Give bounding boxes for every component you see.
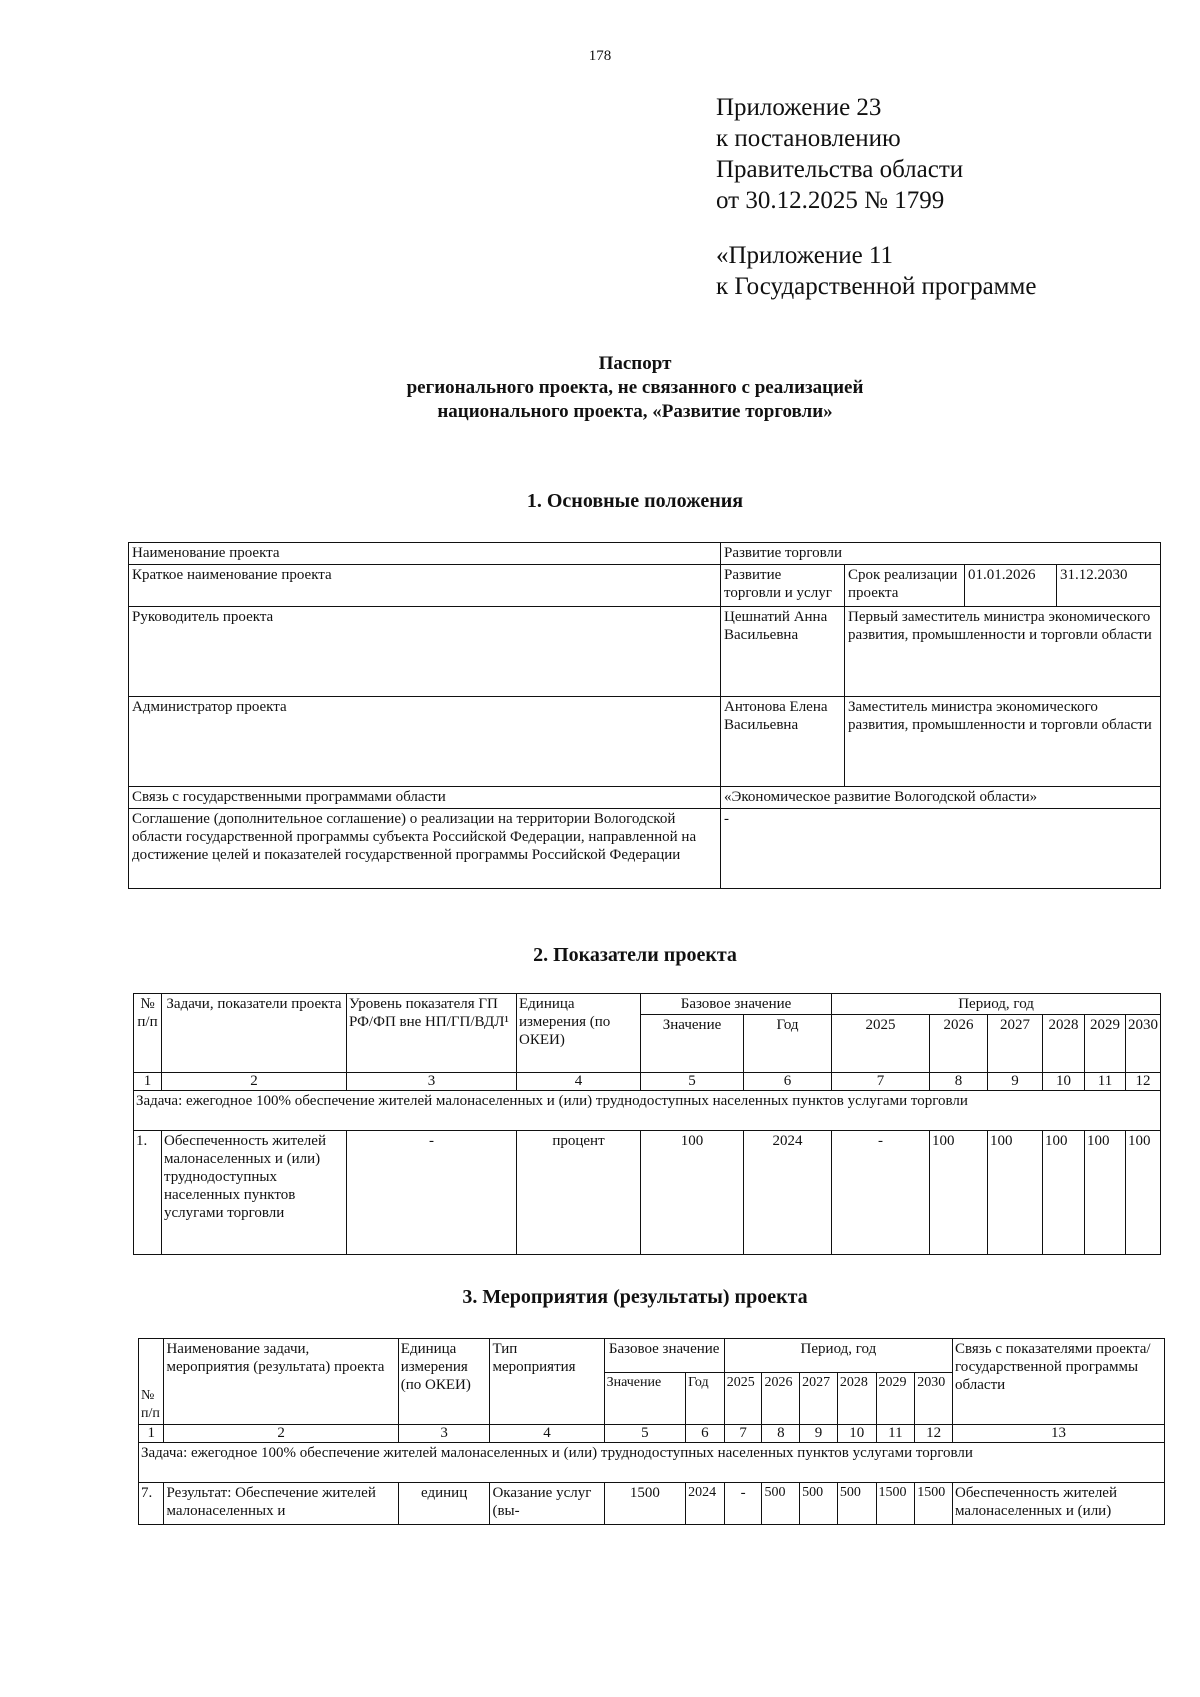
- header-level: Уровень показателя ГП РФ/ФП вне НП/ГП/ВДЛ¹: [347, 994, 517, 1073]
- col-number: 9: [988, 1073, 1043, 1091]
- col-number: 1: [134, 1073, 162, 1091]
- row-num: 1.: [134, 1131, 162, 1255]
- header-base: Базовое значение: [604, 1339, 724, 1373]
- annex-line: к Государственной программе: [716, 273, 1037, 300]
- header-year: 2029: [1085, 1015, 1126, 1073]
- col-number: 2: [164, 1425, 398, 1443]
- col-number: 12: [1126, 1073, 1161, 1091]
- row-name: Результат: Обеспечение жителей малонаселенных и: [164, 1483, 398, 1525]
- col-number: 4: [490, 1425, 604, 1443]
- row-value: 100: [930, 1131, 988, 1255]
- basic-info-table: [128, 542, 1161, 889]
- cell-value: Антонова Елена Васильевна: [721, 697, 845, 787]
- header-unit: Единица измерения (по ОКЕИ): [398, 1339, 490, 1425]
- row-base-value: 1500: [604, 1483, 686, 1525]
- col-number: 9: [800, 1425, 838, 1443]
- row-value: 100: [1085, 1131, 1126, 1255]
- cell-label: Администратор проекта: [129, 697, 721, 787]
- row-value: 500: [837, 1483, 876, 1525]
- row-type: Оказание услуг (вы-: [490, 1483, 604, 1525]
- col-number: 7: [832, 1073, 930, 1091]
- header-num: № п/п: [139, 1339, 164, 1425]
- cell-value: Заместитель министра экономического развития, промышленности и торговли области: [845, 697, 1161, 787]
- header-year: 2028: [837, 1373, 876, 1425]
- col-number: 1: [139, 1425, 164, 1443]
- row-level: -: [347, 1131, 517, 1255]
- cell-value: Цешнатий Анна Васильевна: [721, 607, 845, 697]
- cell-value: Развитие торговли: [721, 543, 1161, 565]
- cell-label: Наименование проекта: [129, 543, 721, 565]
- cell-value: «Экономическое развитие Вологодской области»: [721, 787, 1161, 809]
- header-num: № п/п: [134, 994, 162, 1073]
- row-unit: единиц: [398, 1483, 490, 1525]
- col-number: 6: [744, 1073, 832, 1091]
- cell-label: Соглашение (дополнительное соглашение) о реализации на территории Вологодской области государственной программы субъекта Российской Федерации, направленной на достижение целей и показателей государственной программы Российской Федерации: [129, 809, 721, 889]
- row-link: Обеспеченность жителей малонаселенных и (или): [953, 1483, 1165, 1525]
- col-number: 7: [724, 1425, 762, 1443]
- row-value: 100: [1126, 1131, 1161, 1255]
- header-name: Наименование задачи, мероприятия (результата) проекта: [164, 1339, 398, 1425]
- col-number: 5: [641, 1073, 744, 1091]
- cell-value: -: [721, 809, 1161, 889]
- section1-heading: 1. Основные положения: [526, 490, 744, 512]
- row-value: 100: [988, 1131, 1043, 1255]
- header-base-value: Значение: [641, 1015, 744, 1073]
- header-year: 2026: [762, 1373, 800, 1425]
- col-number: 8: [930, 1073, 988, 1091]
- cell-label: Связь с государственными программами области: [129, 787, 721, 809]
- col-number: 3: [347, 1073, 517, 1091]
- document-title: [0, 352, 1200, 424]
- title-line: регионального проекта, не связанного с реализацией: [406, 377, 864, 398]
- activities-table: [138, 1338, 1165, 1525]
- annex-line: «Приложение 11: [716, 242, 894, 269]
- row-name: Обеспеченность жителей малонаселенных и (или) труднодоступных населенных пунктов услугами торговли: [162, 1131, 347, 1255]
- header-base-year: Год: [686, 1373, 725, 1425]
- annex-line: Правительства области: [716, 156, 964, 183]
- annex-block: [716, 92, 1036, 302]
- row-value: 100: [1043, 1131, 1085, 1255]
- col-number: 11: [876, 1425, 915, 1443]
- header-year: 2030: [915, 1373, 953, 1425]
- header-task: Задачи, показатели проекта: [162, 994, 347, 1073]
- annex-line: к постановлению: [716, 125, 901, 152]
- title-line: Паспорт: [598, 353, 672, 374]
- annex-line: Приложение 23: [716, 94, 882, 121]
- col-number: 8: [762, 1425, 800, 1443]
- row-value: 1500: [876, 1483, 915, 1525]
- header-year: 2027: [988, 1015, 1043, 1073]
- col-number: 10: [1043, 1073, 1085, 1091]
- header-year: 2025: [724, 1373, 762, 1425]
- cell-value: 31.12.2030: [1057, 565, 1161, 607]
- col-number: 12: [915, 1425, 953, 1443]
- row-base-year: 2024: [686, 1483, 725, 1525]
- col-number: 13: [953, 1425, 1165, 1443]
- task-row: Задача: ежегодное 100% обеспечение жителей малонаселенных и (или) труднодоступных населенных пунктов услугами торговли: [134, 1091, 1161, 1131]
- header-period: Период, год: [832, 994, 1161, 1015]
- task-row: Задача: ежегодное 100% обеспечение жителей малонаселенных и (или) труднодоступных населенных пунктов услугами торговли: [139, 1443, 1165, 1483]
- section2-heading: 2. Показатели проекта: [533, 944, 737, 966]
- row-num: 7.: [139, 1483, 164, 1525]
- col-number: 2: [162, 1073, 347, 1091]
- header-year: 2026: [930, 1015, 988, 1073]
- col-number: 3: [398, 1425, 490, 1443]
- row-base-value: 100: [641, 1131, 744, 1255]
- header-year: 2025: [832, 1015, 930, 1073]
- row-value: 500: [800, 1483, 838, 1525]
- header-link: Связь с показателями проекта/государственной программы области: [953, 1339, 1165, 1425]
- cell-label: Краткое наименование проекта: [129, 565, 721, 607]
- row-value: 1500: [915, 1483, 953, 1525]
- header-year: 2028: [1043, 1015, 1085, 1073]
- header-base-value: Значение: [604, 1373, 686, 1425]
- title-line: национального проекта, «Развитие торговли»: [437, 401, 833, 422]
- row-value: 500: [762, 1483, 800, 1525]
- indicators-table: [133, 993, 1161, 1255]
- col-number: 4: [517, 1073, 641, 1091]
- header-period: Период, год: [724, 1339, 952, 1373]
- section3-heading: 3. Мероприятия (результаты) проекта: [462, 1286, 808, 1308]
- col-number: 11: [1085, 1073, 1126, 1091]
- col-number: 6: [686, 1425, 725, 1443]
- header-year: 2029: [876, 1373, 915, 1425]
- col-number: 5: [604, 1425, 686, 1443]
- cell-value: Первый заместитель министра экономического развития, промышленности и торговли области: [845, 607, 1161, 697]
- cell-value: Развитие торговли и услуг: [721, 565, 845, 607]
- cell-value: 01.01.2026: [965, 565, 1057, 607]
- header-type: Тип мероприятия: [490, 1339, 604, 1425]
- header-year: 2030: [1126, 1015, 1161, 1073]
- cell-label: Срок реализации проекта: [845, 565, 965, 607]
- row-unit: процент: [517, 1131, 641, 1255]
- col-number: 10: [837, 1425, 876, 1443]
- annex-line: от 30.12.2025 № 1799: [716, 187, 945, 214]
- row-base-year: 2024: [744, 1131, 832, 1255]
- header-base: Базовое значение: [641, 994, 832, 1015]
- header-unit: Единица измерения (по ОКЕИ): [517, 994, 641, 1073]
- row-value: -: [832, 1131, 930, 1255]
- header-base-year: Год: [744, 1015, 832, 1073]
- row-value: -: [724, 1483, 762, 1525]
- cell-label: Руководитель проекта: [129, 607, 721, 697]
- page-number: 178: [588, 48, 612, 64]
- header-year: 2027: [800, 1373, 838, 1425]
